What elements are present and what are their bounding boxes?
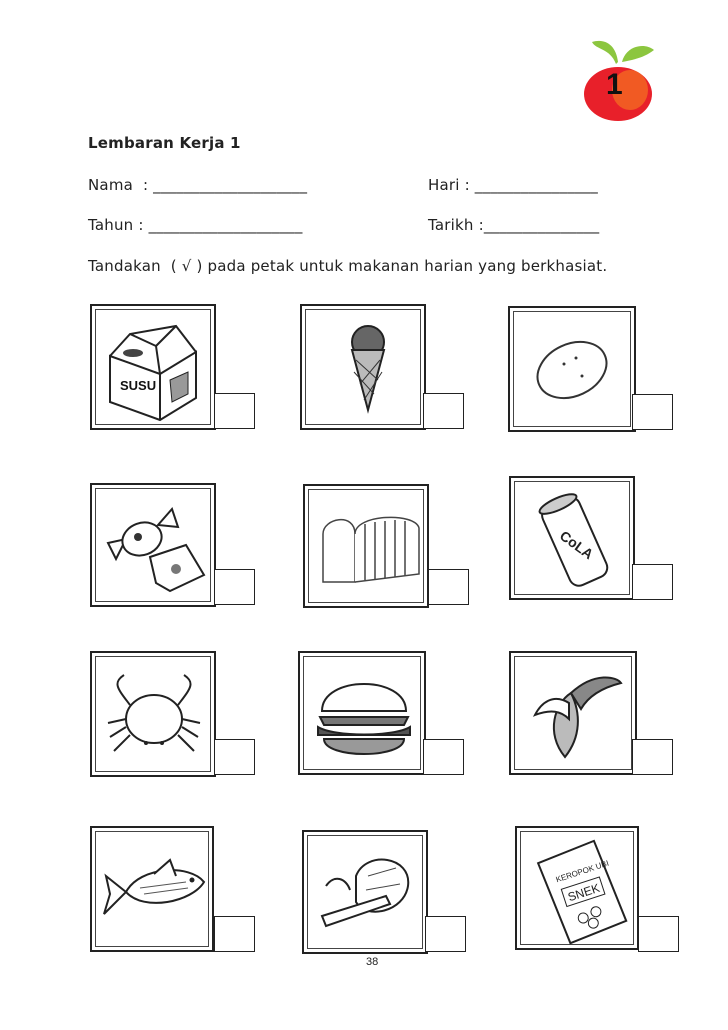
instruction-text: Tandakan ( √ ) pada petak untuk makanan harian yang berkhasiat.: [88, 257, 608, 275]
name-field-label: Nama : ____________________: [88, 176, 308, 194]
ice-cream-icon: [332, 320, 402, 420]
checkbox-candy[interactable]: [214, 569, 255, 605]
checkbox-bread[interactable]: [428, 569, 469, 605]
picture-frame-vegetables: [302, 830, 428, 954]
apple-logo: [578, 28, 658, 118]
potato-icon: [530, 334, 614, 404]
snack-label: KEROPOK UBI: [554, 858, 610, 885]
picture-frame-milk: [90, 304, 216, 430]
fish-icon: [100, 852, 210, 932]
picture-frame-bread: [303, 484, 429, 608]
year-field-label: Tahun : ____________________: [88, 216, 303, 234]
banana-icon: [525, 663, 625, 767]
day-field-label: Hari : ________________: [428, 176, 598, 194]
picture-frame-candy: [90, 483, 216, 607]
picture-frame-potato: [508, 306, 636, 432]
candy-icon: [100, 499, 210, 599]
crab-icon: [102, 665, 210, 769]
picture-frame-ice-cream: [300, 304, 426, 430]
bread-loaf-icon: [315, 504, 425, 594]
checkbox-soda[interactable]: [632, 564, 673, 600]
page-number: 38: [366, 956, 379, 968]
picture-frame-crab: [90, 651, 216, 777]
burger-icon: [314, 669, 414, 765]
snack-brand: SNEK: [566, 880, 602, 905]
checkbox-fish[interactable]: [214, 916, 255, 952]
worksheet-title: Lembaran Kerja 1: [88, 134, 241, 152]
date-field-label: Tarikh :_______________: [428, 216, 600, 234]
carton-label: SUSU: [120, 378, 157, 393]
vegetables-icon: [316, 846, 420, 946]
can-label: CoLA: [556, 527, 597, 563]
checkbox-potato[interactable]: [632, 394, 673, 430]
checkbox-burger[interactable]: [423, 739, 464, 775]
checkbox-snack[interactable]: [638, 916, 679, 952]
soda-can-icon: [531, 488, 621, 596]
checkbox-banana[interactable]: [632, 739, 673, 775]
picture-frame-fish: [90, 826, 214, 952]
checkbox-crab[interactable]: [214, 739, 255, 775]
picture-frame-snack: [515, 826, 639, 950]
checkbox-ice-cream[interactable]: [423, 393, 464, 429]
logo-number: 1: [606, 68, 623, 101]
picture-frame-soda: [509, 476, 635, 600]
picture-frame-banana: [509, 651, 637, 775]
snack-bag-icon: [527, 838, 631, 944]
checkbox-milk[interactable]: [214, 393, 255, 429]
milk-carton-icon: [100, 316, 208, 420]
picture-frame-burger: [298, 651, 426, 775]
checkbox-vegetables[interactable]: [425, 916, 466, 952]
